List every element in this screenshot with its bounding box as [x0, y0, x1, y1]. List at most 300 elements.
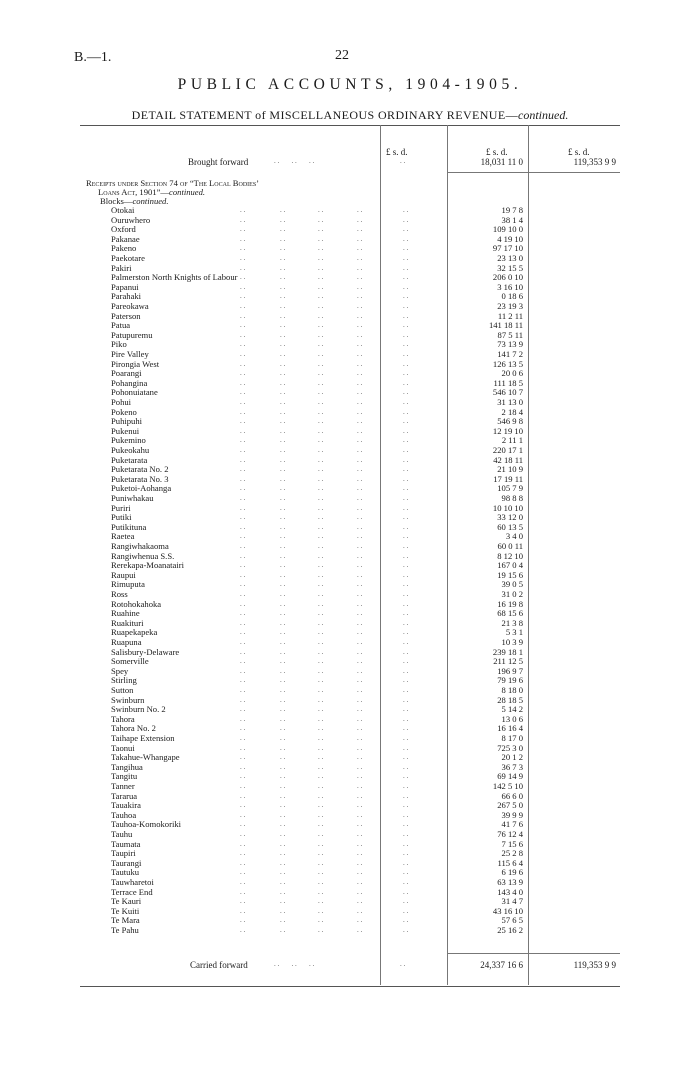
leader-dots: . . — [280, 772, 286, 781]
leader-dots: . . — [403, 714, 409, 723]
leader-dots: . . — [318, 455, 324, 464]
leader-dots: . . — [318, 916, 324, 925]
blocks-label: Blocks— — [100, 196, 133, 206]
page-number: 22 — [335, 48, 349, 63]
leader-dots: . . — [240, 695, 246, 704]
block-name: Tautuku — [111, 867, 140, 878]
leader-dots: . . — [403, 926, 409, 934]
block-amount: 19 15 6 — [497, 569, 523, 580]
leader-dots: . . — [318, 388, 324, 397]
leader-dots: . . — [240, 647, 246, 656]
leader-dots: . . — [318, 282, 324, 291]
block-amount: 73 13 9 — [497, 339, 523, 350]
leader-dots: . . — [357, 455, 363, 464]
leader-dots: . . — [240, 369, 246, 378]
block-name: Pire Valley — [111, 349, 149, 359]
leader-dots: . . — [318, 695, 324, 704]
block-amount: 10 10 10 — [492, 502, 523, 513]
leader-dots: . . — [403, 330, 409, 339]
leader-dots: . . — [318, 590, 324, 598]
leader-dots: . . — [280, 830, 286, 838]
block-name: Pohui — [111, 397, 132, 407]
block-name: Rangiwhakaoma — [111, 541, 169, 551]
leader-dots: . . — [357, 561, 363, 570]
leader-dots: . . — [357, 906, 363, 915]
leader-dots: . . — [403, 839, 409, 848]
block-name: Ruakituri — [111, 617, 144, 628]
block-name: Pakanae — [111, 233, 140, 244]
leader-dots: . . — [318, 638, 324, 646]
leader-dots: . . — [357, 772, 363, 781]
leader-dots: . . — [403, 254, 409, 262]
block-amount: 2 11 1 — [501, 435, 523, 446]
block-amount: 57 6 5 — [501, 915, 523, 926]
block-name: Taumata — [111, 838, 141, 849]
leader-dots: . . — [240, 551, 246, 560]
leader-dots: . . — [357, 503, 363, 512]
subtitle-continued: continued. — [518, 108, 569, 122]
leader-dots: . . — [357, 388, 363, 397]
leader-dots: . . — [318, 513, 324, 522]
table-row — [0, 225, 700, 235]
leader-dots: . . — [357, 695, 363, 704]
leader-dots: . . — [280, 263, 286, 272]
block-amount: 38 1 4 — [501, 214, 523, 225]
leader-dots: . . — [357, 714, 363, 723]
leader-dots: . . — [318, 263, 324, 272]
leader-dots: . . — [318, 714, 324, 723]
leader-dots: . . — [357, 839, 363, 848]
leader-dots: . . — [357, 820, 363, 829]
leader-dots: . . — [240, 484, 246, 493]
leader-dots: . . — [240, 916, 246, 925]
block-amount: 105 7 9 — [497, 483, 523, 494]
block-name: Otokai — [111, 205, 135, 215]
leader-dots: . . — [318, 417, 324, 426]
leader-dots: . . — [240, 820, 246, 829]
leader-dots: . . — [280, 378, 286, 387]
leader-dots: . . — [403, 273, 409, 282]
table-row — [0, 676, 700, 686]
table-row — [0, 561, 700, 571]
leader-dots: . . — [400, 157, 406, 165]
leader-dots: . . — [403, 206, 409, 214]
leader-dots: . . — [357, 897, 363, 906]
leader-dots: . . — [318, 330, 324, 339]
table-row — [0, 840, 700, 850]
table-row — [0, 648, 700, 658]
table-row — [0, 820, 700, 830]
block-name: Sutton — [111, 685, 134, 695]
leader-dots: . . — [280, 321, 286, 330]
leader-dots: . . — [240, 542, 246, 550]
leader-dots: . . — [318, 369, 324, 378]
table-row — [0, 417, 700, 427]
leader-dots: . . — [403, 465, 409, 474]
block-amount: 60 13 5 — [497, 521, 523, 532]
leader-dots: . . — [403, 359, 409, 368]
block-name: Tauakira — [111, 800, 141, 811]
leader-dots: . . — [318, 340, 324, 349]
leader-dots: . . — [357, 532, 363, 541]
leader-dots: . . — [357, 417, 363, 426]
table-row — [0, 264, 700, 274]
block-name: Salisbury-Delaware — [111, 646, 180, 657]
leader-dots: . . — [357, 810, 363, 819]
leader-dots: . . — [403, 820, 409, 829]
column-header-3: £ s. d. — [568, 147, 590, 157]
leader-dots: . . — [403, 407, 409, 416]
block-amount: 42 18 11 — [493, 454, 523, 465]
leader-dots: . . — [403, 369, 409, 378]
brought-forward-col3: 119,353 9 9 — [573, 157, 616, 167]
leader-dots: . . — [240, 926, 246, 934]
leader-dots: . . — [357, 206, 363, 214]
leader-dots: . . — [403, 849, 409, 858]
leader-dots: . . — [357, 916, 363, 925]
leader-dots: . . — [403, 340, 409, 349]
leader-dots: . . — [280, 484, 286, 493]
leader-dots: . . — [403, 666, 409, 675]
block-amount: 0 18 6 — [501, 291, 523, 302]
block-amount: 68 15 6 — [497, 608, 523, 619]
block-amount: 3 4 0 — [505, 531, 523, 542]
leader-dots: . . — [357, 282, 363, 291]
leader-dots: . . — [318, 810, 324, 819]
block-name: Pukeokahu — [111, 445, 150, 455]
leader-dots: . . — [240, 503, 246, 512]
block-amount: 39 9 9 — [501, 809, 523, 820]
leader-dots: . . — [240, 292, 246, 301]
leader-dots: . . — [357, 369, 363, 378]
leader-dots: . . — [280, 244, 286, 253]
leader-dots: . . — [240, 878, 246, 886]
leader-dots: . . — [240, 705, 246, 714]
leader-dots: . . — [280, 388, 286, 397]
block-name: Swinburn No. 2 — [111, 704, 166, 715]
leader-dots: . . — [280, 676, 286, 685]
leader-dots: . . — [357, 599, 363, 608]
leader-dots: . . — [357, 263, 363, 272]
total-rule — [447, 953, 528, 954]
leader-dots: . . — [318, 378, 324, 387]
table-row — [0, 926, 700, 936]
leader-dots: . . — [240, 714, 246, 723]
block-name: Puketarata No. 3 — [111, 473, 169, 484]
leader-dots: . . — [240, 686, 246, 694]
block-amount: 13 0 6 — [501, 713, 523, 724]
leader-dots: . . — [240, 522, 246, 531]
block-amount: 36 7 3 — [501, 761, 523, 772]
leader-dots: . . — [240, 426, 246, 435]
table-row — [0, 792, 700, 802]
block-amount: 142 5 10 — [492, 781, 523, 791]
leader-dots: . . — [403, 676, 409, 685]
leader-dots: . . — [280, 916, 286, 925]
leader-dots: . . — [280, 878, 286, 886]
leader-dots: . . — [318, 887, 324, 896]
block-amount: 87 5 11 — [497, 329, 523, 340]
leader-dots: . . — [240, 494, 246, 502]
block-name: Taurangi — [111, 857, 142, 868]
leader-dots: . . — [240, 254, 246, 262]
leader-dots: . . — [357, 244, 363, 253]
leader-dots: . . — [403, 887, 409, 896]
leader-dots: . . — [403, 263, 409, 272]
leader-dots: . . — [403, 916, 409, 925]
block-name: Tararua — [111, 790, 138, 801]
leader-dots: . . — [240, 897, 246, 906]
leader-dots: . . . . . . — [274, 960, 315, 968]
leader-dots: . . — [357, 426, 363, 435]
block-name: Piko — [111, 339, 127, 350]
leader-dots: . . — [240, 225, 246, 234]
table-row — [0, 744, 700, 754]
block-amount: 98 8 8 — [501, 493, 523, 503]
block-name: Pakeno — [111, 243, 137, 254]
table-row — [0, 398, 700, 408]
leader-dots: . . — [357, 465, 363, 474]
block-amount: 111 18 5 — [493, 377, 523, 388]
block-name: Putiki — [111, 512, 132, 523]
leader-dots: . . — [403, 474, 409, 483]
leader-dots: . . — [280, 887, 286, 896]
block-name: Pohonuiatane — [111, 387, 158, 398]
leader-dots: . . — [403, 695, 409, 704]
block-amount: 267 5 0 — [497, 800, 523, 811]
leader-dots: . . — [318, 244, 324, 253]
leader-dots: . . — [403, 609, 409, 618]
leader-dots: . . — [280, 513, 286, 522]
leader-dots: . . — [318, 465, 324, 474]
leader-dots: . . — [403, 868, 409, 877]
leader-dots: . . — [318, 791, 324, 800]
block-amount: 143 4 0 — [497, 886, 523, 897]
leader-dots: . . — [318, 906, 324, 915]
block-name: Takahue-Whangape — [111, 752, 180, 763]
leader-dots: . . — [240, 436, 246, 445]
leader-dots: . . — [280, 234, 286, 243]
leader-dots: . . — [357, 878, 363, 886]
block-name: Tangitu — [111, 771, 138, 782]
block-name: Ross — [111, 589, 128, 599]
brought-forward-col2: 18,031 11 0 — [480, 157, 523, 167]
block-amount: 141 7 2 — [497, 349, 523, 359]
block-amount: 5 3 1 — [505, 627, 523, 638]
block-amount: 25 2 8 — [501, 848, 523, 859]
leader-dots: . . — [240, 638, 246, 646]
table-row — [0, 657, 700, 667]
table-row — [0, 715, 700, 725]
leader-dots: . . — [280, 254, 286, 262]
table-row — [0, 763, 700, 773]
table-row — [0, 456, 700, 466]
leader-dots: . . — [280, 810, 286, 819]
block-amount: 31 4 7 — [501, 896, 523, 907]
block-name: Tahora — [111, 713, 135, 724]
leader-dots: . . — [357, 734, 363, 742]
block-amount: 12 19 10 — [492, 425, 523, 436]
block-name: Swinburn — [111, 694, 145, 705]
leader-dots: . . — [318, 647, 324, 656]
leader-dots: . . — [403, 858, 409, 867]
block-amount: 3 16 10 — [497, 281, 523, 292]
block-amount: 79 19 6 — [497, 675, 523, 686]
block-amount: 28 18 5 — [497, 694, 523, 705]
leader-dots: . . — [403, 388, 409, 397]
leader-dots: . . — [357, 436, 363, 445]
block-amount: 76 12 4 — [497, 829, 523, 839]
leader-dots: . . — [280, 522, 286, 531]
leader-dots: . . — [240, 321, 246, 330]
leader-dots: . . — [318, 359, 324, 368]
document-reference: B.—1. — [74, 50, 112, 65]
leader-dots: . . — [280, 561, 286, 570]
leader-dots: . . — [240, 474, 246, 483]
leader-dots: . . — [403, 436, 409, 445]
table-row — [0, 801, 700, 811]
leader-dots: . . — [357, 474, 363, 483]
leader-dots: . . — [357, 849, 363, 858]
table-row — [0, 475, 700, 485]
leader-dots: . . — [280, 465, 286, 474]
leader-dots: . . — [318, 474, 324, 483]
leader-dots: . . — [318, 628, 324, 637]
leader-dots: . . — [280, 292, 286, 301]
block-amount: 141 18 11 — [488, 320, 523, 331]
leader-dots: . . — [403, 378, 409, 387]
leader-dots: . . — [240, 302, 246, 310]
leader-dots: . . — [240, 206, 246, 214]
block-name: Ruahine — [111, 608, 140, 619]
leader-dots: . . — [280, 436, 286, 445]
block-amount: 167 0 4 — [497, 560, 523, 571]
table-row — [0, 888, 700, 898]
leader-dots: . . — [318, 302, 324, 310]
leader-dots: . . — [318, 772, 324, 781]
block-amount: 20 1 2 — [501, 752, 523, 763]
block-name: Te Mara — [111, 915, 140, 926]
leader-dots: . . — [403, 350, 409, 358]
block-amount: 19 7 8 — [501, 205, 523, 215]
leader-dots: . . — [240, 858, 246, 867]
table-row — [0, 628, 700, 638]
leader-dots: . . — [240, 407, 246, 416]
leader-dots: . . — [318, 762, 324, 771]
leader-dots: . . — [403, 292, 409, 301]
leader-dots: . . — [280, 551, 286, 560]
block-amount: 10 3 9 — [501, 637, 523, 647]
leader-dots: . . — [280, 820, 286, 829]
table-row — [0, 244, 700, 254]
table-row — [0, 388, 700, 398]
block-amount: 126 13 5 — [492, 358, 523, 369]
table-row — [0, 830, 700, 840]
leader-dots: . . — [403, 542, 409, 550]
section-continued: continued. — [169, 187, 206, 197]
leader-dots: . . — [240, 465, 246, 474]
leader-dots: . . — [403, 647, 409, 656]
block-amount: 32 15 5 — [497, 262, 523, 273]
leader-dots: . . . . . . — [274, 157, 315, 165]
leader-dots: . . — [280, 753, 286, 762]
leader-dots: . . — [318, 618, 324, 627]
leader-dots: . . — [240, 599, 246, 608]
block-amount: 31 0 2 — [501, 589, 523, 599]
leader-dots: . . — [403, 570, 409, 579]
section-act-name: Loans Act, 1901”— — [98, 187, 170, 197]
leader-dots: . . — [357, 590, 363, 598]
table-row — [0, 254, 700, 264]
leader-dots: . . — [240, 628, 246, 637]
leader-dots: . . — [240, 753, 246, 762]
leader-dots: . . — [240, 868, 246, 877]
leader-dots: . . — [357, 705, 363, 714]
block-name: Palmerston North Knights of Labour — [111, 272, 238, 283]
total-rule — [528, 953, 620, 954]
block-name: Paterson — [111, 310, 141, 321]
leader-dots: . . — [280, 906, 286, 915]
leader-dots: . . — [403, 532, 409, 541]
leader-dots: . . — [357, 609, 363, 618]
block-amount: 17 19 11 — [493, 473, 523, 484]
leader-dots: . . — [357, 638, 363, 646]
leader-dots: . . — [318, 503, 324, 512]
leader-dots: . . — [318, 561, 324, 570]
leader-dots: . . — [240, 657, 246, 666]
leader-dots: . . — [280, 666, 286, 675]
table-row — [0, 849, 700, 859]
leader-dots: . . — [280, 743, 286, 752]
leader-dots: . . — [240, 263, 246, 272]
table-row — [0, 436, 700, 446]
leader-dots: . . — [403, 801, 409, 810]
leader-dots: . . — [403, 753, 409, 762]
leader-dots: . . — [357, 782, 363, 790]
leader-dots: . . — [403, 494, 409, 502]
block-name: Rerekapa-Moanatairi — [111, 560, 185, 571]
table-row — [0, 360, 700, 370]
block-name: Pareokawa — [111, 301, 149, 311]
leader-dots: . . — [318, 551, 324, 560]
leader-dots: . . — [357, 446, 363, 454]
leader-dots: . . — [280, 273, 286, 282]
block-amount: 20 0 6 — [501, 368, 523, 379]
leader-dots: . . — [357, 292, 363, 301]
leader-dots: . . — [403, 225, 409, 234]
leader-dots: . . — [280, 849, 286, 858]
table-row — [0, 379, 700, 389]
leader-dots: . . — [318, 743, 324, 752]
block-name: Oxford — [111, 224, 136, 235]
leader-dots: . . — [403, 551, 409, 560]
block-amount: 239 18 1 — [492, 646, 523, 657]
leader-dots: . . — [357, 225, 363, 234]
leader-dots: . . — [280, 714, 286, 723]
block-name: Putikituna — [111, 521, 147, 532]
leader-dots: . . — [357, 378, 363, 387]
leader-dots: . . — [240, 398, 246, 406]
leader-dots: . . — [357, 302, 363, 310]
leader-dots: . . — [403, 810, 409, 819]
leader-dots: . . — [318, 215, 324, 224]
leader-dots: . . — [318, 839, 324, 848]
leader-dots: . . — [357, 676, 363, 685]
block-amount: 69 14 9 — [497, 771, 523, 782]
leader-dots: . . — [280, 417, 286, 426]
leader-dots: . . — [403, 522, 409, 531]
leader-dots: . . — [357, 830, 363, 838]
